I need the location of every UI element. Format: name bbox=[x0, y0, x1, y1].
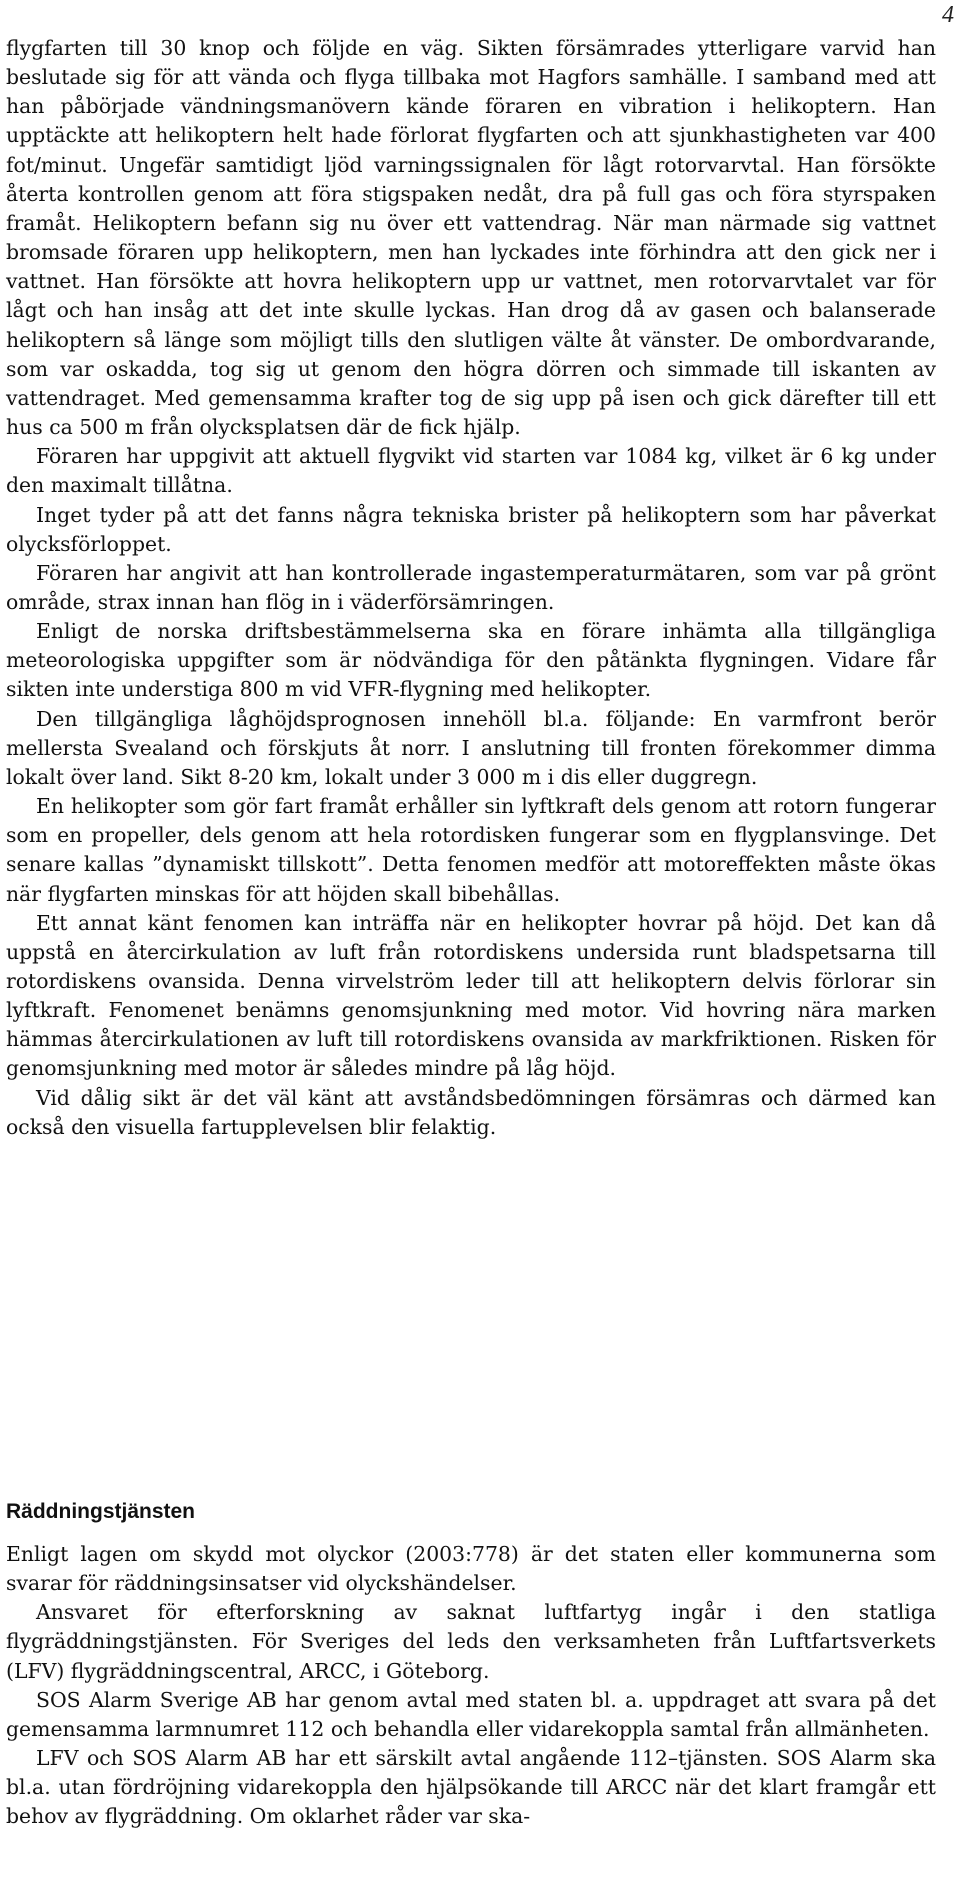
paragraph: Enligt lagen om skydd mot olyckor (2003:778) är det staten eller kommunerna som svarar för räddningsinsatser vid olyckshändelser. bbox=[6, 1542, 936, 1596]
paragraph: Inget tyder på att det fanns några tekniska brister på helikoptern som har påverkat olycksförloppet. bbox=[6, 502, 936, 556]
body-text-lower bbox=[6, 1540, 936, 1832]
page-number: 4 bbox=[942, 2, 954, 28]
paragraph: Föraren har uppgivit att aktuell flygvikt vid starten var 1084 kg, vilket är 6 kg under den maximalt tillåtna. bbox=[6, 444, 936, 498]
body-text-upper bbox=[6, 34, 936, 1142]
paragraph: Ansvaret för efterforskning av saknat luftfartyg ingår i den statliga flygräddningstjänsten. För Sveriges del leds den verksamheten från Luftfartsverkets (LFV) flygräddningscentral, ARCC, i Göteborg. bbox=[6, 1600, 936, 1683]
paragraph: LFV och SOS Alarm AB har ett särskilt avtal angående 112–tjänsten. SOS Alarm ska bl.a. utan fördröjning vidarekoppla den hjälpsökande till ARCC när det klart framgår ett behov av flygräddning. Om oklarhet råder var ska- bbox=[6, 1746, 936, 1829]
paragraph: SOS Alarm Sverige AB har genom avtal med staten bl. a. uppdraget att svara på det gemensamma larmnumret 112 och behandla eller vidarekoppla samtal från allmänheten. bbox=[6, 1687, 936, 1741]
paragraph: flygfarten till 30 knop och följde en väg. Sikten försämrades ytterligare varvid han beslutade sig för att vända och flyga tillbaka mot Hagfors samhälle. I samband med att han påbörjade vändningsmanövern kände föraren en vibration i helikoptern. Han upptäckte att helikoptern helt hade förlorat flygfarten och att sjunkhastigheten var 400 fot/minut. Ungefär samtidigt ljöd varningssignalen för lågt rotorvarvtal. Han försökte återta kontrollen genom att föra stigspaken nedåt, dra på full gas och föra styrspaken framåt. Helikoptern befann sig nu över ett vattendrag. När man närmade sig vattnet bromsade föraren upp helikoptern, men han lyckades inte förhindra att den gick ner i vattnet. Han försökte att hovra helikoptern upp ur vattnet, men rotorvarvtalet var för lågt och han insåg att det inte skulle lyckas. Han drog då av gasen och balanserade helikoptern så länge som möjligt tills den slutligen välte åt vänster. De ombordvarande, som var oskadda, tog sig ut genom den högra dörren och simmade till iskanten av vattendraget. Med gemensamma krafter tog de sig upp på isen och gick därefter till ett hus ca 500 m från olycksplatsen där de fick hjälp. bbox=[6, 36, 936, 440]
paragraph: En helikopter som gör fart framåt erhåller sin lyftkraft dels genom att rotorn fungerar som en propeller, dels genom att hela rotordisken fungerar som en flygplansvinge. Det senare kallas ”dynamiskt tillskott”. Detta fenomen medför att motoreffekten måste ökas när flygfarten minskas för att höjden skall bibehållas. bbox=[6, 794, 936, 906]
paragraph: Enligt de norska driftsbestämmelserna ska en förare inhämta alla tillgängliga meteorologiska uppgifter som är nödvändiga för den påtänkta flygningen. Vidare får sikten inte understiga 800 m vid VFR-flygning med helikopter. bbox=[6, 619, 936, 702]
paragraph: Vid dålig sikt är det väl känt att avståndsbedömningen försämras och därmed kan också den visuella fartupplevelsen blir felaktig. bbox=[6, 1085, 936, 1139]
paragraph: Föraren har angivit att han kontrollerade ingastemperaturmätaren, som var på grönt område, strax innan han flög in i väderförsämringen. bbox=[6, 560, 936, 614]
section-heading: Räddningstjänsten bbox=[6, 1500, 196, 1523]
paragraph: Den tillgängliga låghöjdsprognosen innehöll bl.a. följande: En varmfront berör mellersta Svealand och förskjuts åt norr. I anslutning till fronten förekommer dimma lokalt över land. Sikt 8-20 km, lokalt under 3 000 m i dis eller duggregn. bbox=[6, 706, 936, 789]
paragraph: Ett annat känt fenomen kan inträffa när en helikopter hovrar på höjd. Det kan då uppstå en återcirkulation av luft från rotordiskens undersida runt bladspetsarna till rotordiskens ovansida. Denna virvelström leder till att helikoptern delvis förlorar sin lyftkraft. Fenomenet benämns genomsjunkning med motor. Vid hovring nära marken hämmas återcirkulationen av luft till rotordiskens ovansida av markfriktionen. Risken för genomsjunkning med motor är således mindre på låg höjd. bbox=[6, 910, 936, 1081]
